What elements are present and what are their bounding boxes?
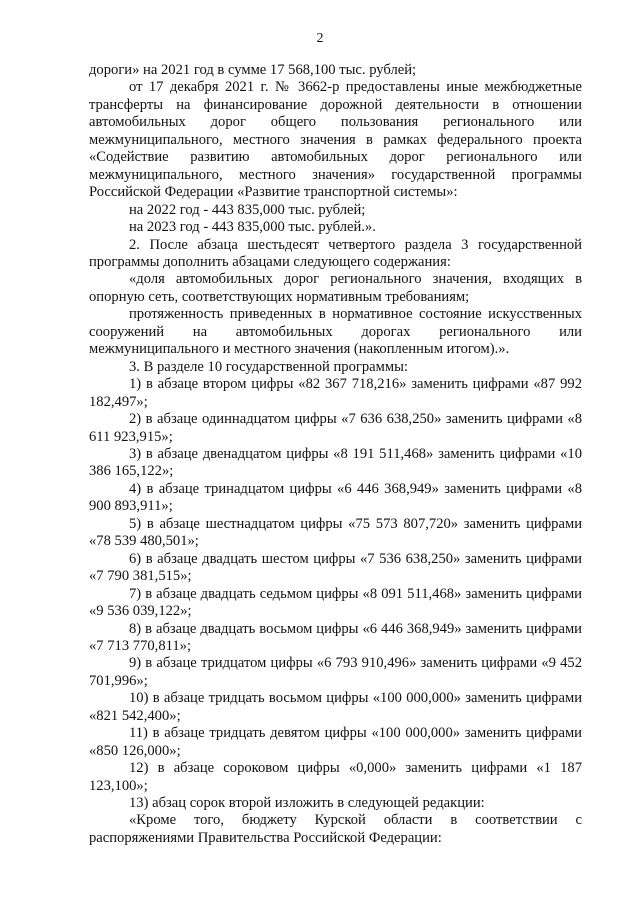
paragraph: 13) абзац сорок второй изложить в следующей редакции: xyxy=(129,795,485,812)
paragraph: протяженность приведенных в нормативное состояние искусственных сооружений на автомобильных дорогах регионального или межмуниципального и местного значения (накопленным итогом).». xyxy=(89,306,582,358)
paragraph: 1) в абзаце втором цифры «82 367 718,216» заменить цифрами «87 992 182,497»; xyxy=(89,376,582,410)
paragraph: 7) в абзаце двадцать седьмом цифры «8 091 511,468» заменить цифрами «9 536 039,122»; xyxy=(89,585,582,620)
paragraph: на 2023 год - 443 835,000 тыс. рублей.». xyxy=(129,219,376,236)
paragraph: 12) в абзаце сороковом цифры «0,000» заменить цифрами «1 187 123,100»; xyxy=(89,760,582,794)
paragraph: 3) в абзаце двенадцатом цифры «8 191 511,468» заменить цифрами «10 386 165,122»; xyxy=(89,445,582,480)
paragraph: 8) в абзаце двадцать восьмом цифры «6 446 368,949» заменить цифрами «7 713 770,811»; xyxy=(89,620,582,654)
paragraph: 9) в абзаце тридцатом цифры «6 793 910,496» заменить цифрами «9 452 701,996»; xyxy=(89,655,582,689)
document-body xyxy=(89,62,582,847)
paragraph: 2. После абзаца шестьдесят четвертого раздела 3 государственной программы дополнить абзацами следующего содержания: xyxy=(89,236,582,270)
paragraph: «Кроме того, бюджету Курской области в соответствии с распоряжениями Правительства Российской Федерации: xyxy=(89,812,582,846)
paragraph: дороги» на 2021 год в сумме 17 568,100 тыс. рублей; xyxy=(89,62,417,78)
paragraph: 11) в абзаце тридцать девятом цифры «100 000,000» заменить цифрами «850 126,000»; xyxy=(89,725,582,759)
page-number: 2 xyxy=(316,31,324,46)
paragraph: «доля автомобильных дорог регионального значения, входящих в опорную сеть, соответствующих нормативным требованиям; xyxy=(89,271,582,305)
paragraph: 2) в абзаце одиннадцатом цифры «7 636 638,250» заменить цифрами «8 611 923,915»; xyxy=(89,411,582,445)
paragraph: 10) в абзаце тридцать восьмом цифры «100 000,000» заменить цифрами «821 542,400»; xyxy=(89,690,582,724)
paragraph: 4) в абзаце тринадцатом цифры «6 446 368,949» заменить цифрами «8 900 893,911»; xyxy=(89,480,582,515)
paragraph: 3. В разделе 10 государственной программы: xyxy=(129,358,408,375)
paragraph: 6) в абзаце двадцать шестом цифры «7 536 638,250» заменить цифрами «7 790 381,515»; xyxy=(89,550,582,585)
paragraph: от 17 декабря 2021 г. № 3662-р предоставлены иные межбюджетные трансферты на финансирование дорожной деятельности в отношении автомобильных дорог общего пользования регионального или межмуниципального, местного значения в рамках федерального проекта «Содействие развитию автомобильных дорог регионального или межмуниципального, местного значения» государственной программы Российской Федерации «Развитие транспортной системы»: xyxy=(89,79,582,201)
paragraph: на 2022 год - 443 835,000 тыс. рублей; xyxy=(129,201,366,218)
paragraph: 5) в абзаце шестнадцатом цифры «75 573 807,720» заменить цифрами «78 539 480,501»; xyxy=(89,515,582,550)
